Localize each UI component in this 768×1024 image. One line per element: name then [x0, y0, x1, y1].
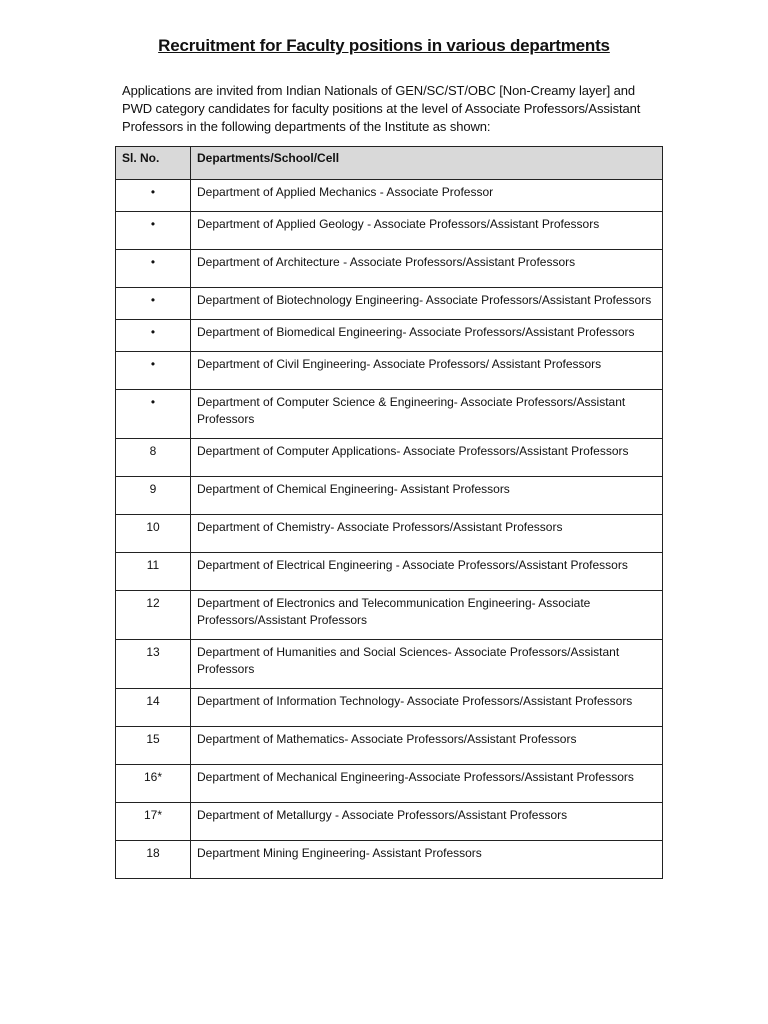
sl-no-cell: 13 — [116, 640, 191, 689]
department-cell: Department of Metallurgy - Associate Professors/Assistant Professors — [191, 803, 663, 841]
department-cell: Department of Electrical Engineering - Associate Professors/Assistant Professors — [191, 553, 663, 591]
table-row — [116, 390, 663, 439]
sl-no-cell: • — [116, 180, 191, 212]
sl-no-cell: 9 — [116, 477, 191, 515]
table-row — [116, 250, 663, 288]
department-cell: Department of Information Technology- Associate Professors/Assistant Professors — [191, 689, 663, 727]
department-cell: Department of Chemical Engineering- Assistant Professors — [191, 477, 663, 515]
department-cell: Department of Applied Geology - Associate Professors/Assistant Professors — [191, 212, 663, 250]
department-cell: Department of Civil Engineering- Associate Professors/ Assistant Professors — [191, 352, 663, 390]
table-row — [116, 591, 663, 640]
sl-no-cell: 10 — [116, 515, 191, 553]
sl-no-cell: 18 — [116, 841, 191, 879]
sl-no-cell: 11 — [116, 553, 191, 591]
department-cell: Department of Architecture - Associate Professors/Assistant Professors — [191, 250, 663, 288]
table-row — [116, 180, 663, 212]
table-row — [116, 320, 663, 352]
table-row — [116, 352, 663, 390]
department-cell: Department of Biomedical Engineering- Associate Professors/Assistant Professors — [191, 320, 663, 352]
table-row — [116, 515, 663, 553]
table-body — [116, 180, 663, 879]
sl-no-cell: • — [116, 352, 191, 390]
sl-no-cell: 15 — [116, 727, 191, 765]
department-cell: Department of Applied Mechanics - Associate Professor — [191, 180, 663, 212]
sl-no-cell: • — [116, 390, 191, 439]
sl-no-header: Sl. No. — [116, 147, 191, 180]
sl-no-cell: 8 — [116, 439, 191, 477]
sl-no-cell: 14 — [116, 689, 191, 727]
table-row — [116, 439, 663, 477]
page-title: Recruitment for Faculty positions in various departments — [158, 36, 610, 55]
department-cell: Department of Humanities and Social Sciences- Associate Professors/Assistant Professors — [191, 640, 663, 689]
department-cell: Department of Mechanical Engineering-Associate Professors/Assistant Professors — [191, 765, 663, 803]
department-cell: Department of Biotechnology Engineering- Associate Professors/Assistant Professors — [191, 288, 663, 320]
department-cell: Department of Computer Science & Engineering- Associate Professors/Assistant Professors — [191, 390, 663, 439]
sl-no-cell: • — [116, 288, 191, 320]
department-cell: Department of Electronics and Telecommunication Engineering- Associate Professors/Assistant Professors — [191, 591, 663, 640]
department-cell: Department of Mathematics- Associate Professors/Assistant Professors — [191, 727, 663, 765]
department-cell: Department of Computer Applications- Associate Professors/Assistant Professors — [191, 439, 663, 477]
table-header-row — [116, 147, 663, 180]
sl-no-cell: • — [116, 212, 191, 250]
table-row — [116, 765, 663, 803]
department-cell: Department Mining Engineering- Assistant Professors — [191, 841, 663, 879]
table-row — [116, 288, 663, 320]
sl-no-cell: 16* — [116, 765, 191, 803]
sl-no-cell: 17* — [116, 803, 191, 841]
table-row — [116, 727, 663, 765]
table-row — [116, 477, 663, 515]
sl-no-cell: • — [116, 320, 191, 352]
department-cell: Department of Chemistry- Associate Professors/Assistant Professors — [191, 515, 663, 553]
sl-no-cell: • — [116, 250, 191, 288]
department-header: Departments/School/Cell — [191, 147, 663, 180]
table-row — [116, 803, 663, 841]
departments-table — [115, 146, 663, 879]
table-row — [116, 553, 663, 591]
table-row — [116, 689, 663, 727]
table-row — [116, 640, 663, 689]
intro-paragraph: Applications are invited from Indian Nationals of GEN/SC/ST/OBC [Non-Creamy layer] and PWD category candidates for faculty positions at the level of Associate Professors/Assistant Professors in the following departments of the Institute as shown: — [122, 83, 641, 134]
table-row — [116, 212, 663, 250]
table-row — [116, 841, 663, 879]
sl-no-cell: 12 — [116, 591, 191, 640]
